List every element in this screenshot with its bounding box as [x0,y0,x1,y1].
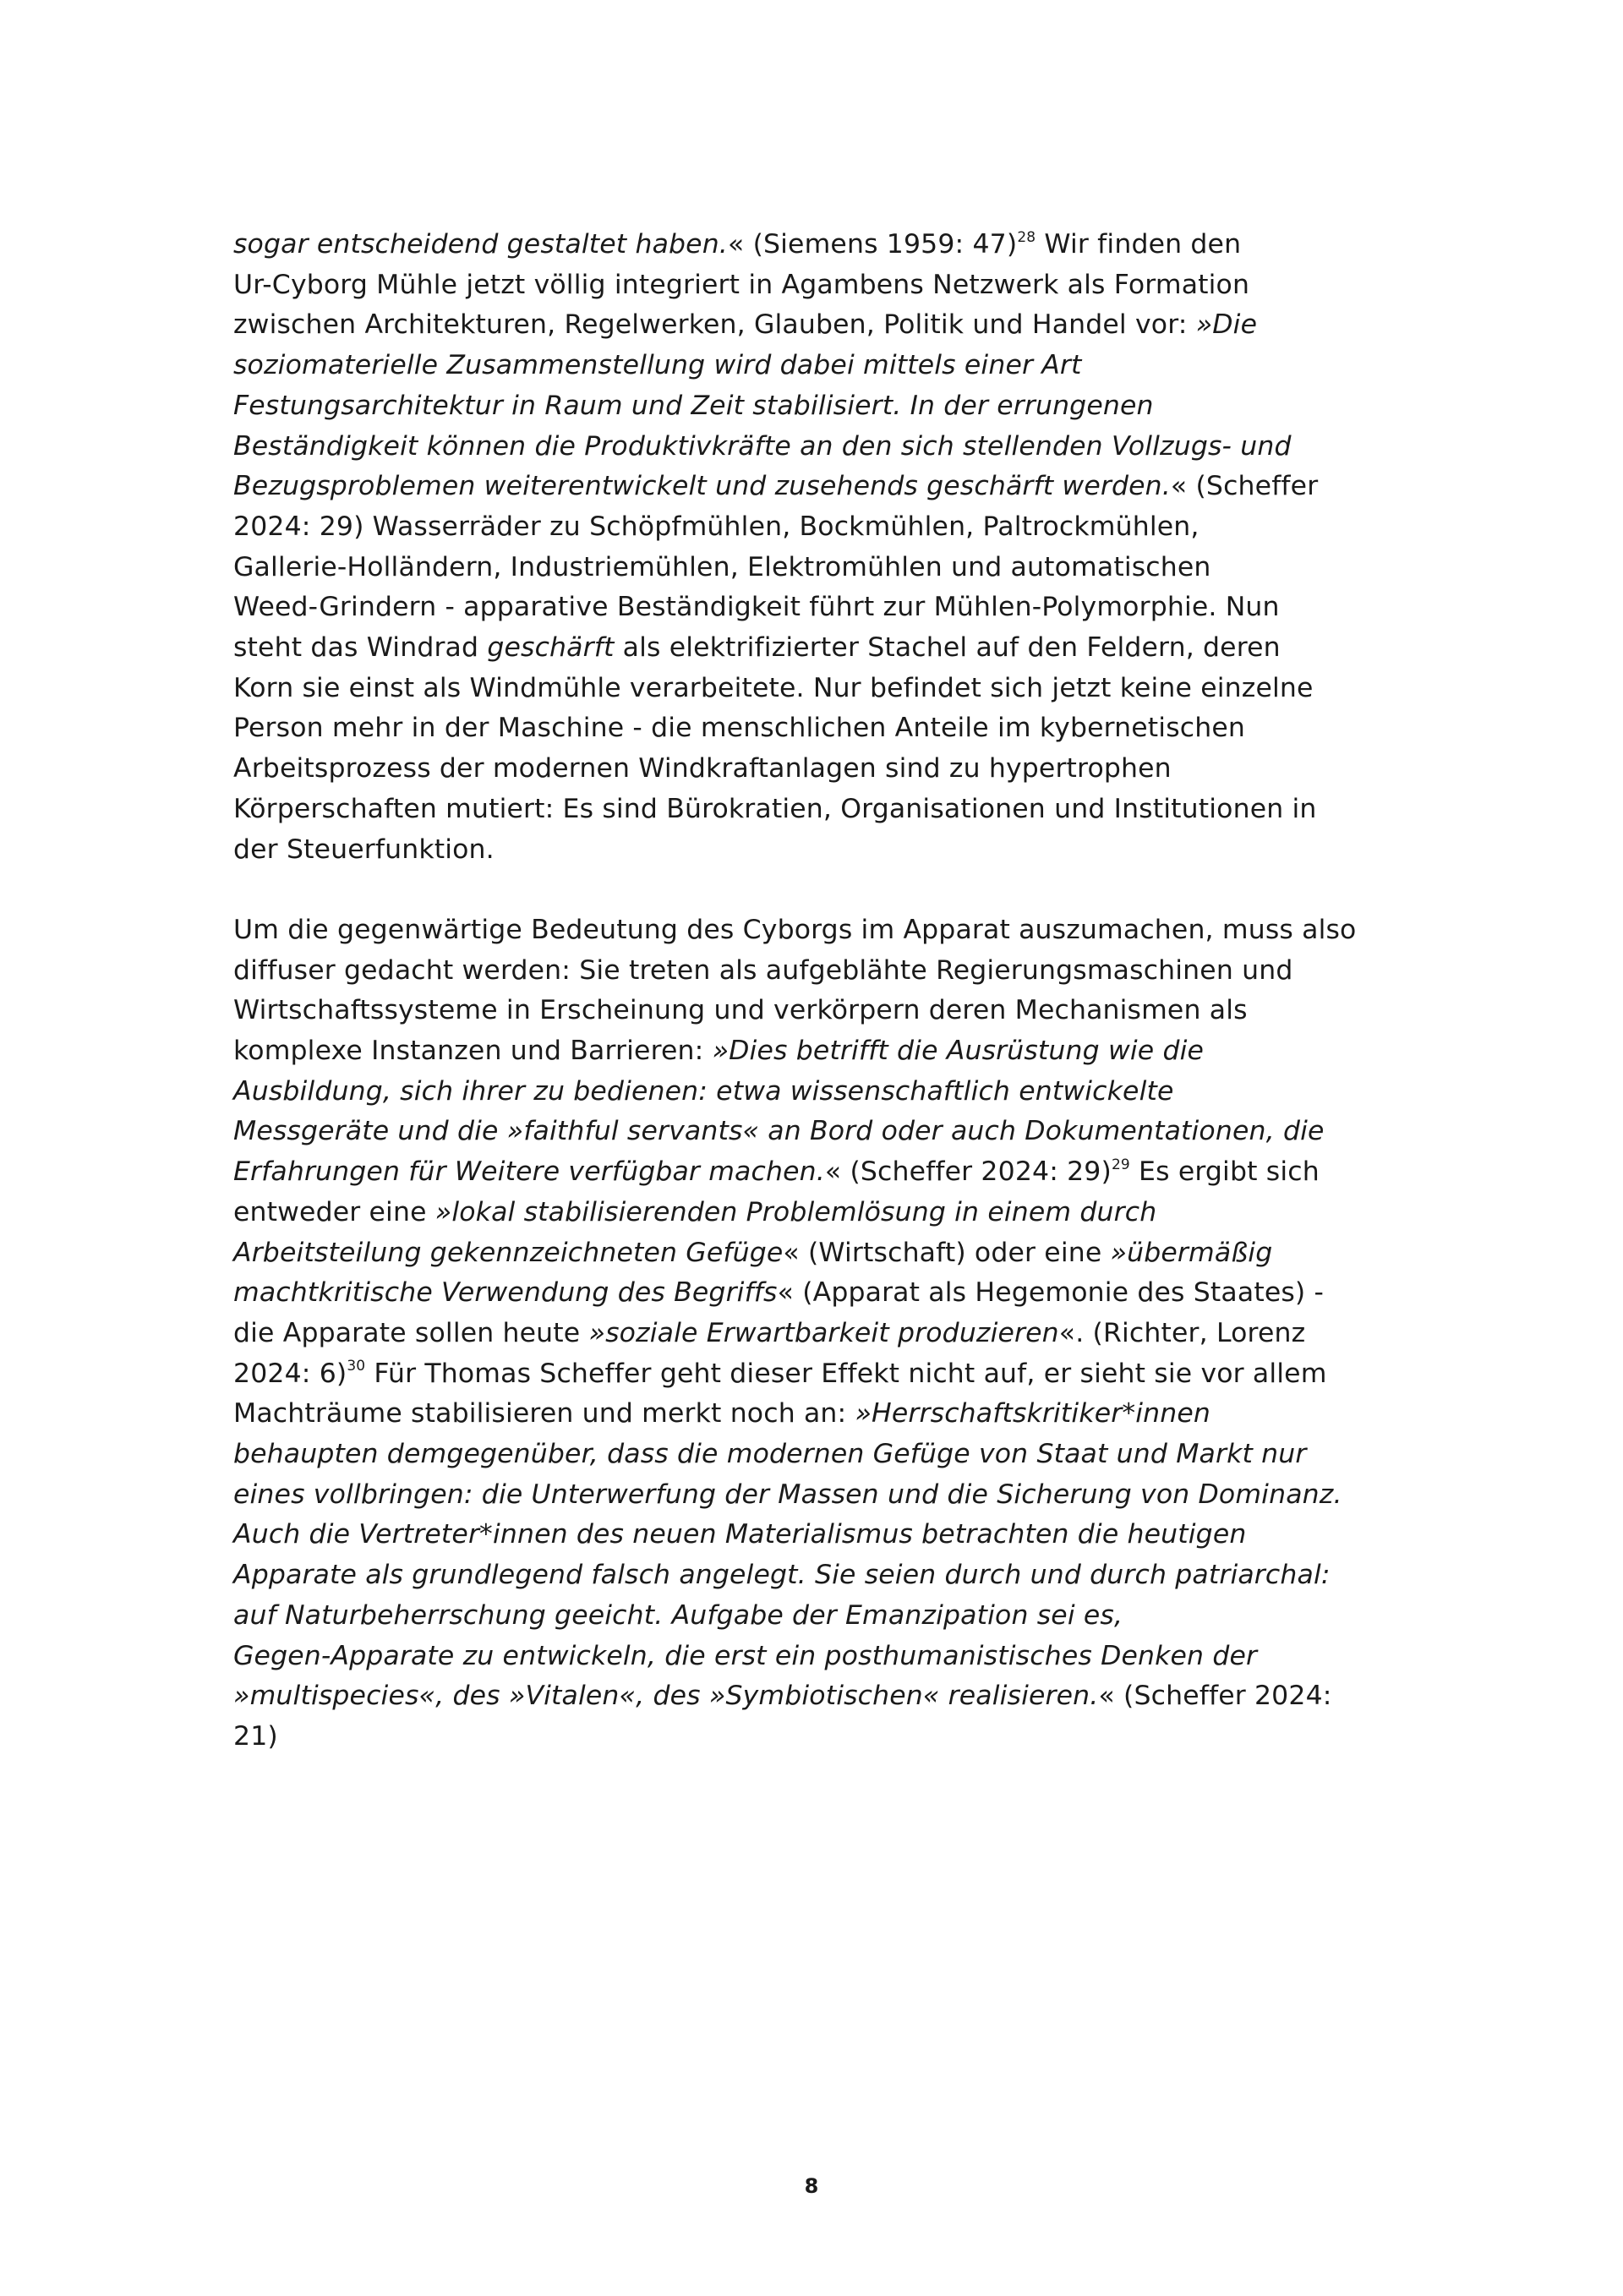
text-line: Gallerie-Holländern, Industriemühlen, Elektromühlen und automatischen [233,551,1211,582]
quote-line: auf Naturbeherrschung geeicht. Aufgabe der Emanzipation sei es, [233,1599,1123,1631]
quote-italic: »übermäßig [1110,1237,1273,1268]
text-line: diffuser gedacht werden: Sie treten als aufgeblähte Regierungsmaschinen und [233,954,1293,986]
quote-italic: »soziale Erwartbarkeit produzieren [588,1317,1059,1348]
quote-line: soziomaterielle Zusammenstellung wird dabei mittels einer Art [233,350,1082,381]
quote-italic: sogar entscheidend gestaltet haben. [233,229,728,260]
paragraph-2 [233,910,1417,1758]
text-line [233,1193,1417,1233]
text-run: komplexe Instanzen und Barrieren: [233,1036,713,1067]
quote-italic: »Die [1195,309,1258,341]
text-line [233,1273,1417,1314]
text-line: 2024: 29) Wasserräder zu Schöpfmühlen, Bockmühlen, Paltrockmühlen, [233,511,1199,542]
text-run: die Apparate sollen heute [233,1317,589,1348]
quote-line: Ausbildung, sich ihrer zu bedienen: etwa wissenschaftlich entwickelte [233,1075,1174,1107]
emphasis-italic: geschärft [487,632,615,664]
text-line [233,467,1417,507]
text-line: Korn sie einst als Windmühle verarbeitete. Nur befindet sich jetzt keine einzelne [233,672,1314,703]
text-run: steht das Windrad [233,632,488,664]
text-line: Person mehr in der Maschine - die menschlichen Anteile im kybernetischen [233,713,1246,744]
text-line: Um die gegenwärtige Bedeutung des Cyborgs im Apparat auszumachen, muss also [233,914,1357,945]
text-line [233,628,1417,669]
text-line [233,1354,1417,1395]
text-run: « (Wirtschaft) oder eine [783,1237,1111,1268]
quote-italic: »Dies betrifft die Ausrüstung wie die [712,1036,1205,1067]
quote-line: Festungsarchitektur in Raum und Zeit stabilisiert. In der errungenen [233,390,1154,421]
text-run: entweder eine [233,1196,435,1227]
text-run: «. (Richter, Lorenz [1058,1317,1306,1348]
quote-line: eines vollbringen: die Unterwerfung der Massen und die Sicherung von Dominanz. [233,1479,1342,1510]
quote-line: Auch die Vertreter*innen des neuen Materialismus betrachten die heutigen [233,1519,1247,1550]
text-run: als elektrifizierter Stachel auf den Feldern, deren [614,632,1281,664]
text-line [233,1394,1417,1435]
text-line: Wirtschaftssysteme in Erscheinung und verkörpern deren Mechanismen als [233,995,1248,1026]
quote-italic: Bezugsproblemen weiterentwickelt und zusehends geschärft werden. [233,471,1171,502]
text-line [233,1233,1417,1274]
quote-line: behaupten demgegenüber, dass die modernen Gefüge von Staat und Markt nur [233,1439,1307,1470]
citation: « (Siemens 1959: 47) [727,229,1018,260]
text-line [233,1676,1417,1717]
page-number: 8 [804,2174,819,2198]
text-line [233,305,1417,346]
text-run: Wir finden den [1036,229,1242,260]
text-line [233,1152,1417,1193]
quote-italic: Erfahrungen für Weitere verfügbar machen. [233,1156,825,1188]
quote-line: Gegen-Apparate zu entwickeln, die erst ein posthumanistisches Denken der [233,1640,1258,1671]
text-line [233,1031,1417,1072]
footnote-ref-29[interactable]: 29 [1111,1156,1130,1173]
text-run: « (Apparat als Hegemonie des Staates) - [777,1277,1325,1309]
citation: « (Scheffer 2024: 29) [824,1156,1112,1188]
footnote-ref-28[interactable]: 28 [1017,228,1036,246]
text-line [233,225,1417,265]
quote-italic: »Herrschaftskritiker*innen [855,1398,1211,1430]
citation: « (Scheffer [1170,471,1319,502]
quote-line: Apparate als grundlegend falsch angelegt. Sie seien durch und durch patriarchal: [233,1560,1331,1591]
body-text [233,225,1417,1758]
quote-italic: machtkritische Verwendung des Begriffs [233,1277,778,1309]
text-line [233,1314,1417,1354]
quote-italic: Arbeitsteilung gekennzeichneten Gefüge [233,1237,784,1268]
footnote-ref-30[interactable]: 30 [347,1358,366,1375]
paragraph-1 [233,225,1417,870]
text-line: der Steuerfunktion. [233,834,495,865]
text-run: Machträume stabilisieren und merkt noch an: [233,1398,855,1430]
text-line: 21) [233,1721,278,1752]
text-line: Ur-Cyborg Mühle jetzt völlig integriert in Agambens Netzwerk als Formation [233,269,1250,300]
text-run: zwischen Architekturen, Regelwerken, Glauben, Politik und Handel vor: [233,309,1196,341]
text-run: Für Thomas Scheffer geht dieser Effekt nicht auf, er sieht sie vor allem [365,1358,1327,1389]
citation: « (Scheffer 2024: [1098,1681,1332,1712]
quote-line: Messgeräte und die »faithful servants« an Bord oder auch Dokumentationen, die [233,1116,1325,1147]
text-line: Weed-Grindern - apparative Beständigkeit führt zur Mühlen-Polymorphie. Nun [233,592,1280,623]
quote-italic: »multispecies«, des »Vitalen«, des »Symbiotischen« realisieren. [233,1681,1099,1712]
text-line: Körperschaften mutiert: Es sind Bürokratien, Organisationen und Institutionen in [233,793,1317,824]
citation: 2024: 6) [233,1358,347,1389]
text-line: Arbeitsprozess der modernen Windkraftanlagen sind zu hypertrophen [233,753,1172,784]
quote-line: Beständigkeit können die Produktivkräfte an den sich stellenden Vollzugs- und [233,430,1292,462]
quote-italic: »lokal stabilisierenden Problemlösung in einem durch [434,1196,1157,1227]
text-run: Es ergibt sich [1129,1156,1320,1188]
